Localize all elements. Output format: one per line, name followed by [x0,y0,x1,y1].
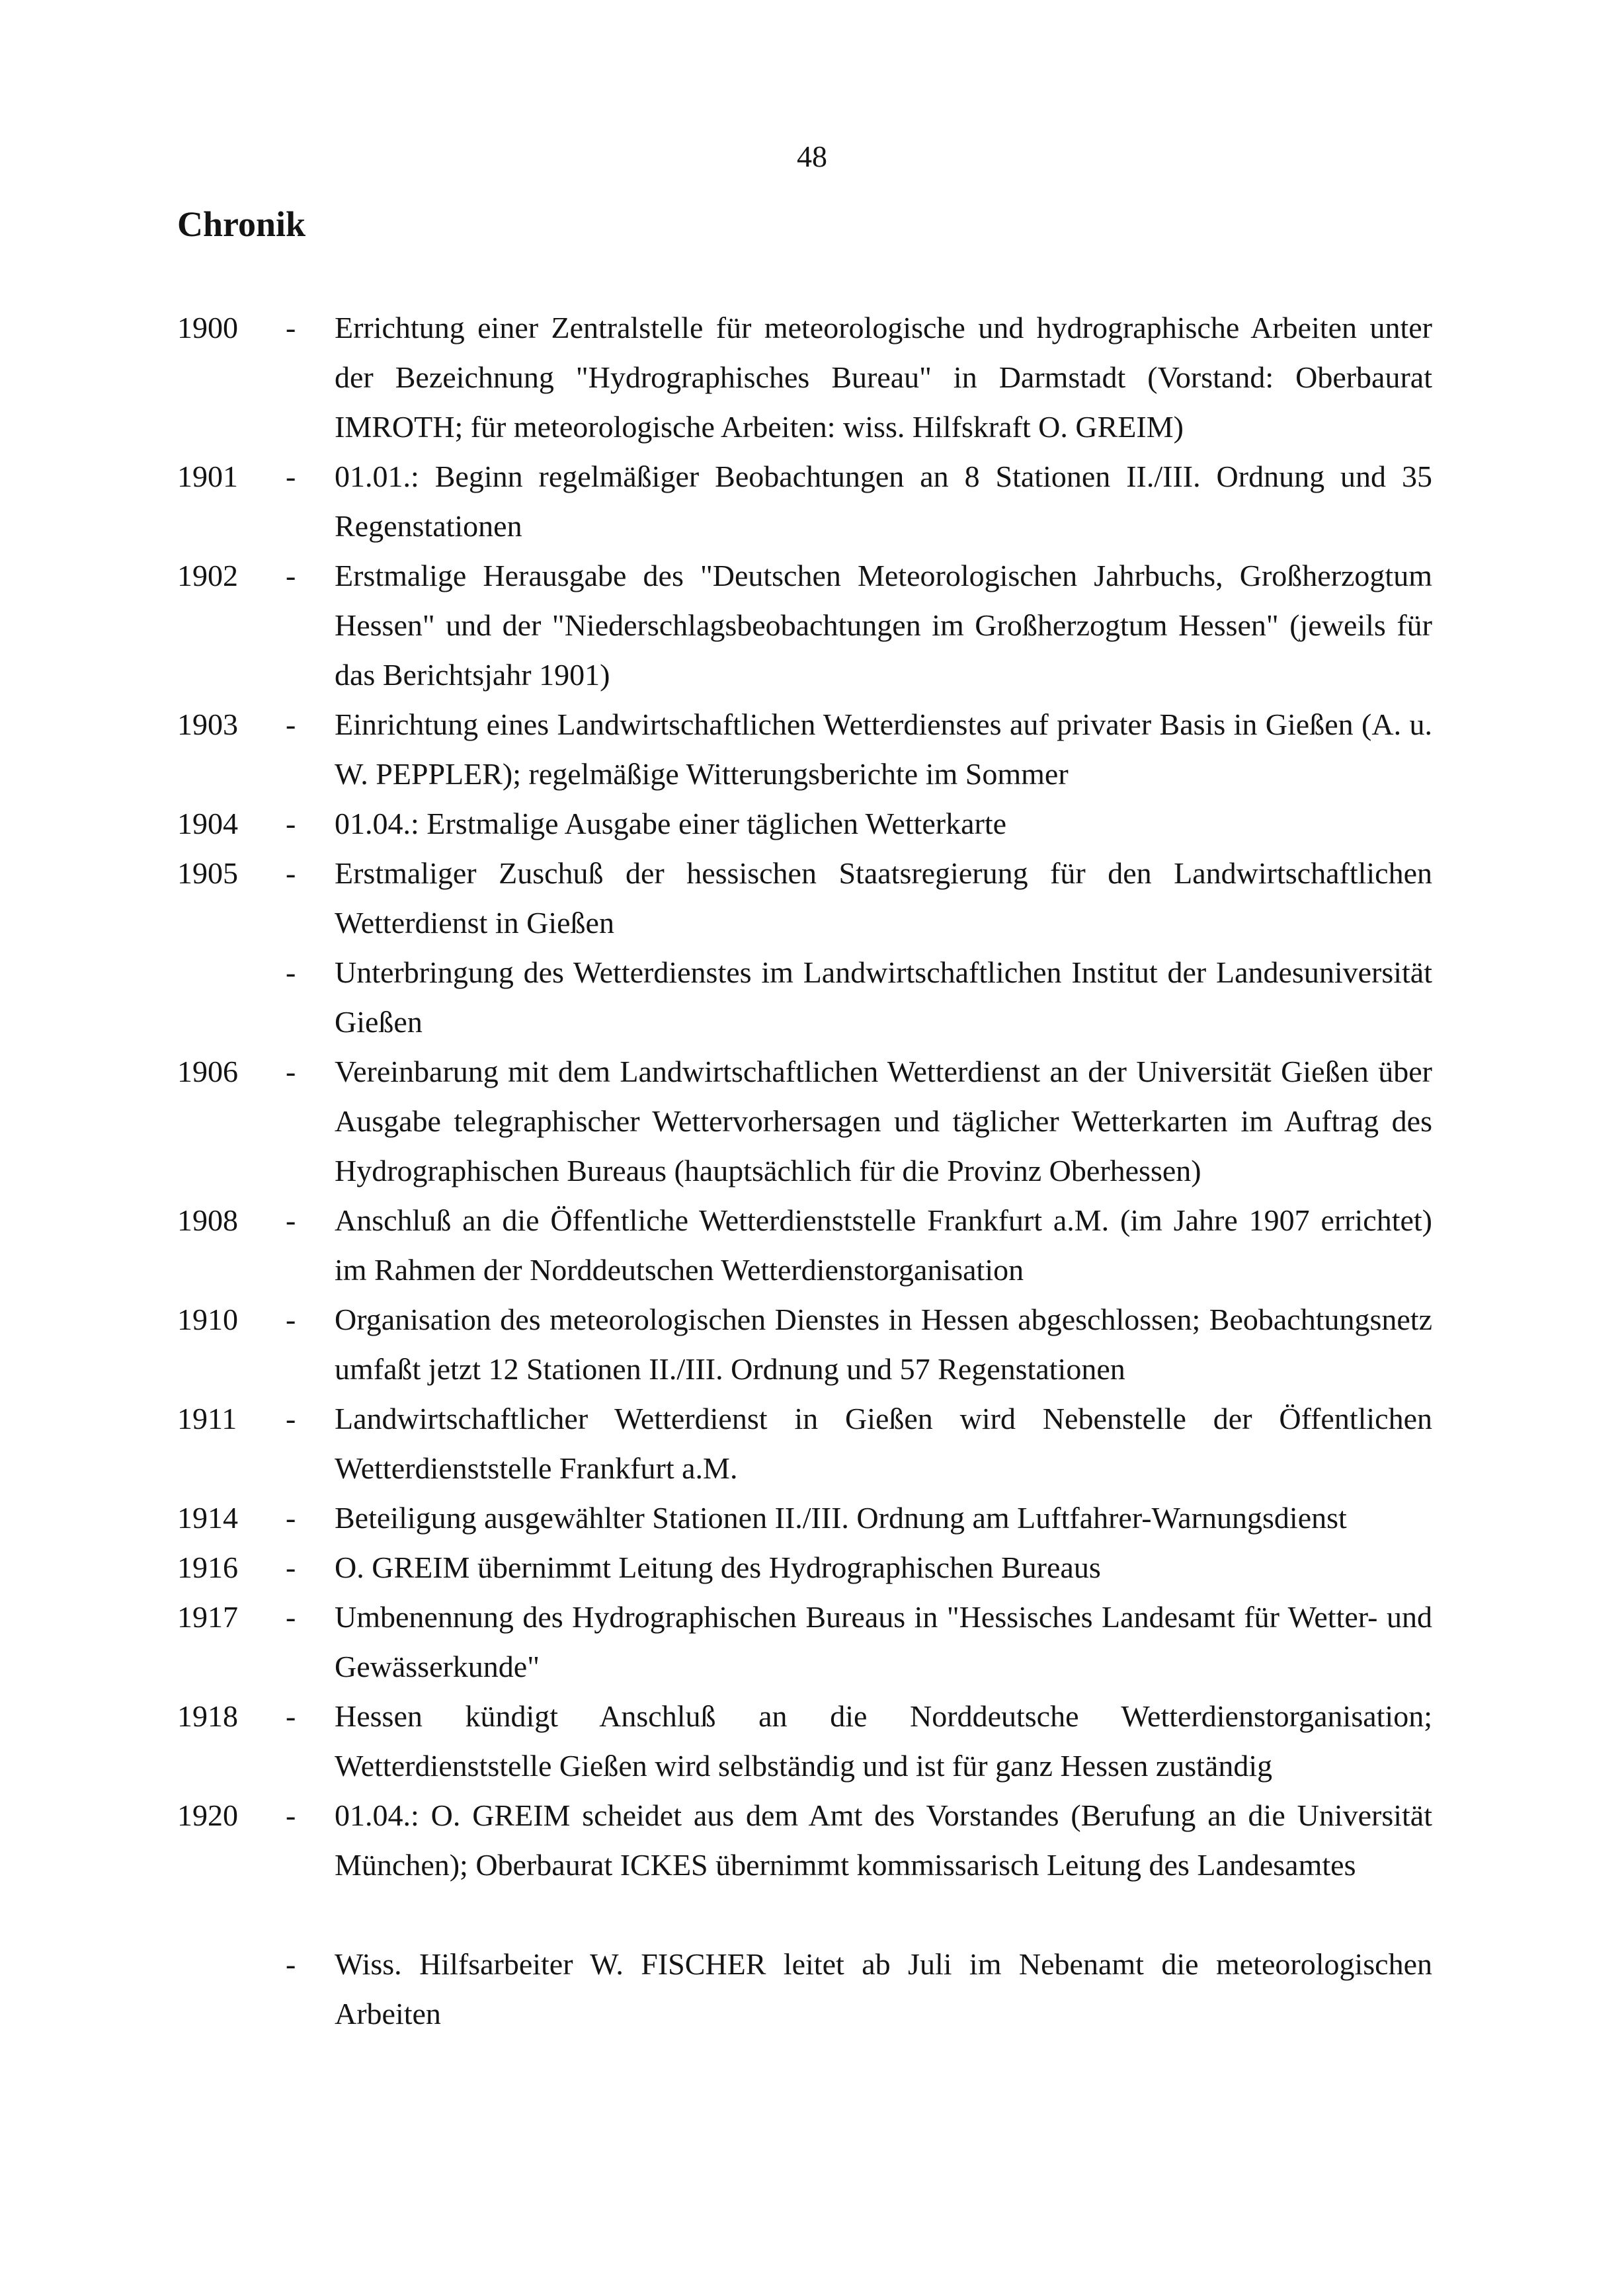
chronicle-entry [0,1047,1624,1195]
entry-year: 1918 [177,1699,238,1733]
chronicle-entry [0,700,1624,799]
page-number: 48 [797,140,827,173]
chronicle-entry [0,303,1624,452]
entry-text: Unterbringung des Wetterdienstes im Landwirtschaftlichen Institut der Landesuniversität Gießen [335,955,1432,1039]
chronicle-entry [0,1394,1624,1493]
entry-dash: - [286,1550,296,1584]
entry-text: Landwirtschaftlicher Wetterdienst in Gießen wird Nebenstelle der Öffentlichen Wetterdienststelle Frankfurt a.M. [335,1402,1432,1485]
entry-text: 01.04.: Erstmalige Ausgabe einer täglichen Wetterkarte [335,807,1007,840]
chronicle-entry [0,1592,1624,1691]
entry-dash: - [286,1203,296,1237]
entry-text: Wiss. Hilfsarbeiter W. FISCHER leitet ab Juli im Nebenamt die meteorologischen Arbeiten [335,1947,1432,2031]
entry-text: Organisation des meteorologischen Dienstes in Hessen abgeschlossen; Beobachtungsnetz umfaßt jetzt 12 Stationen II./III. Ordnung und 57 Regenstationen [335,1303,1432,1386]
chronicle-entry [0,947,1624,1047]
entry-year: 1916 [177,1550,238,1584]
chronicle-list [0,303,1624,2038]
entry-dash: - [286,856,296,890]
entry-year: 1920 [177,1798,238,1832]
chronicle-entry [0,1939,1624,2038]
entry-year: 1914 [177,1501,238,1535]
entry-dash: - [286,1600,296,1634]
entry-text: 01.01.: Beginn regelmäßiger Beobachtungen an 8 Stationen II./III. Ordnung und 35 Regenstationen [335,460,1432,543]
entry-dash: - [286,955,296,989]
entry-year: 1901 [177,460,238,493]
entry-dash: - [286,1303,296,1336]
entry-dash: - [286,807,296,840]
entry-year: 1910 [177,1303,238,1336]
entry-dash: - [286,1798,296,1832]
entry-text: Erstmalige Herausgabe des "Deutschen Meteorologischen Jahrbuchs, Großherzogtum Hessen" und der "Niederschlagsbeobachtungen im Großherzogtum Hessen" (jeweils für das Berichtsjahr 1901) [335,559,1432,692]
entry-dash: - [286,1501,296,1535]
entry-year: 1917 [177,1600,238,1634]
entry-year: 1906 [177,1055,238,1088]
page-title: Chronik [177,204,306,244]
entry-text: Einrichtung eines Landwirtschaftlichen Wetterdienstes auf privater Basis in Gießen (A. u. W. PEPPLER); regelmäßige Witterungsberichte im Sommer [335,707,1432,791]
entry-text: Umbenennung des Hydrographischen Bureaus in "Hessisches Landesamt für Wetter- und Gewässerkunde" [335,1600,1432,1683]
chronicle-entry [0,1195,1624,1295]
entry-year: 1905 [177,856,238,890]
chronicle-entry [0,551,1624,700]
entry-dash: - [286,707,296,741]
entry-text: Vereinbarung mit dem Landwirtschaftlichen Wetterdienst an der Universität Gießen über Ausgabe telegraphischer Wettervorhersagen und täglicher Wetterkarten im Auftrag des Hydrographischen Bureaus (hauptsächlich für die Provinz Oberhessen) [335,1055,1432,1187]
chronicle-entry [0,1543,1624,1592]
chronicle-entry [0,1493,1624,1543]
chronicle-entry [0,1691,1624,1790]
chronicle-entry [0,452,1624,551]
entry-dash: - [286,1402,296,1435]
entry-dash: - [286,311,296,344]
chronicle-entry [0,1790,1624,1939]
entry-text: O. GREIM übernimmt Leitung des Hydrographischen Bureaus [335,1550,1101,1584]
entry-year: 1908 [177,1203,238,1237]
entry-text: Anschluß an die Öffentliche Wetterdienststelle Frankfurt a.M. (im Jahre 1907 errichtet) im Rahmen der Norddeutschen Wetterdienstorganisation [335,1203,1432,1287]
chronicle-entry [0,799,1624,848]
entry-dash: - [286,1055,296,1088]
entry-year: 1904 [177,807,238,840]
chronicle-entry [0,848,1624,947]
entry-dash: - [286,460,296,493]
entry-text: 01.04.: O. GREIM scheidet aus dem Amt des Vorstandes (Berufung an die Universität München); Oberbaurat ICKES übernimmt kommissarisch Leitung des Landesamtes [335,1798,1432,1882]
entry-year: 1900 [177,311,238,344]
entry-year: 1911 [177,1402,237,1435]
entry-year: 1903 [177,707,238,741]
entry-dash: - [286,1947,296,1981]
entry-dash: - [286,1699,296,1733]
entry-text: Erstmaliger Zuschuß der hessischen Staatsregierung für den Landwirtschaftlichen Wetterdienst in Gießen [335,856,1432,940]
entry-year: 1902 [177,559,238,592]
entry-dash: - [286,559,296,592]
entry-text: Hessen kündigt Anschluß an die Norddeutsche Wetterdienstorganisation; Wetterdienststelle Gießen wird selbständig und ist für ganz Hessen zuständig [335,1699,1432,1783]
entry-text: Beteiligung ausgewählter Stationen II./III. Ordnung am Luftfahrer-Warnungsdienst [335,1501,1347,1535]
chronicle-entry [0,1295,1624,1394]
entry-text: Errichtung einer Zentralstelle für meteorologische und hydrographische Arbeiten unter der Bezeichnung "Hydrographisches Bureau" in Darmstadt (Vorstand: Oberbaurat IMROTH; für meteorologische Arbeiten: wiss. Hilfskraft O. GREIM) [335,311,1432,444]
